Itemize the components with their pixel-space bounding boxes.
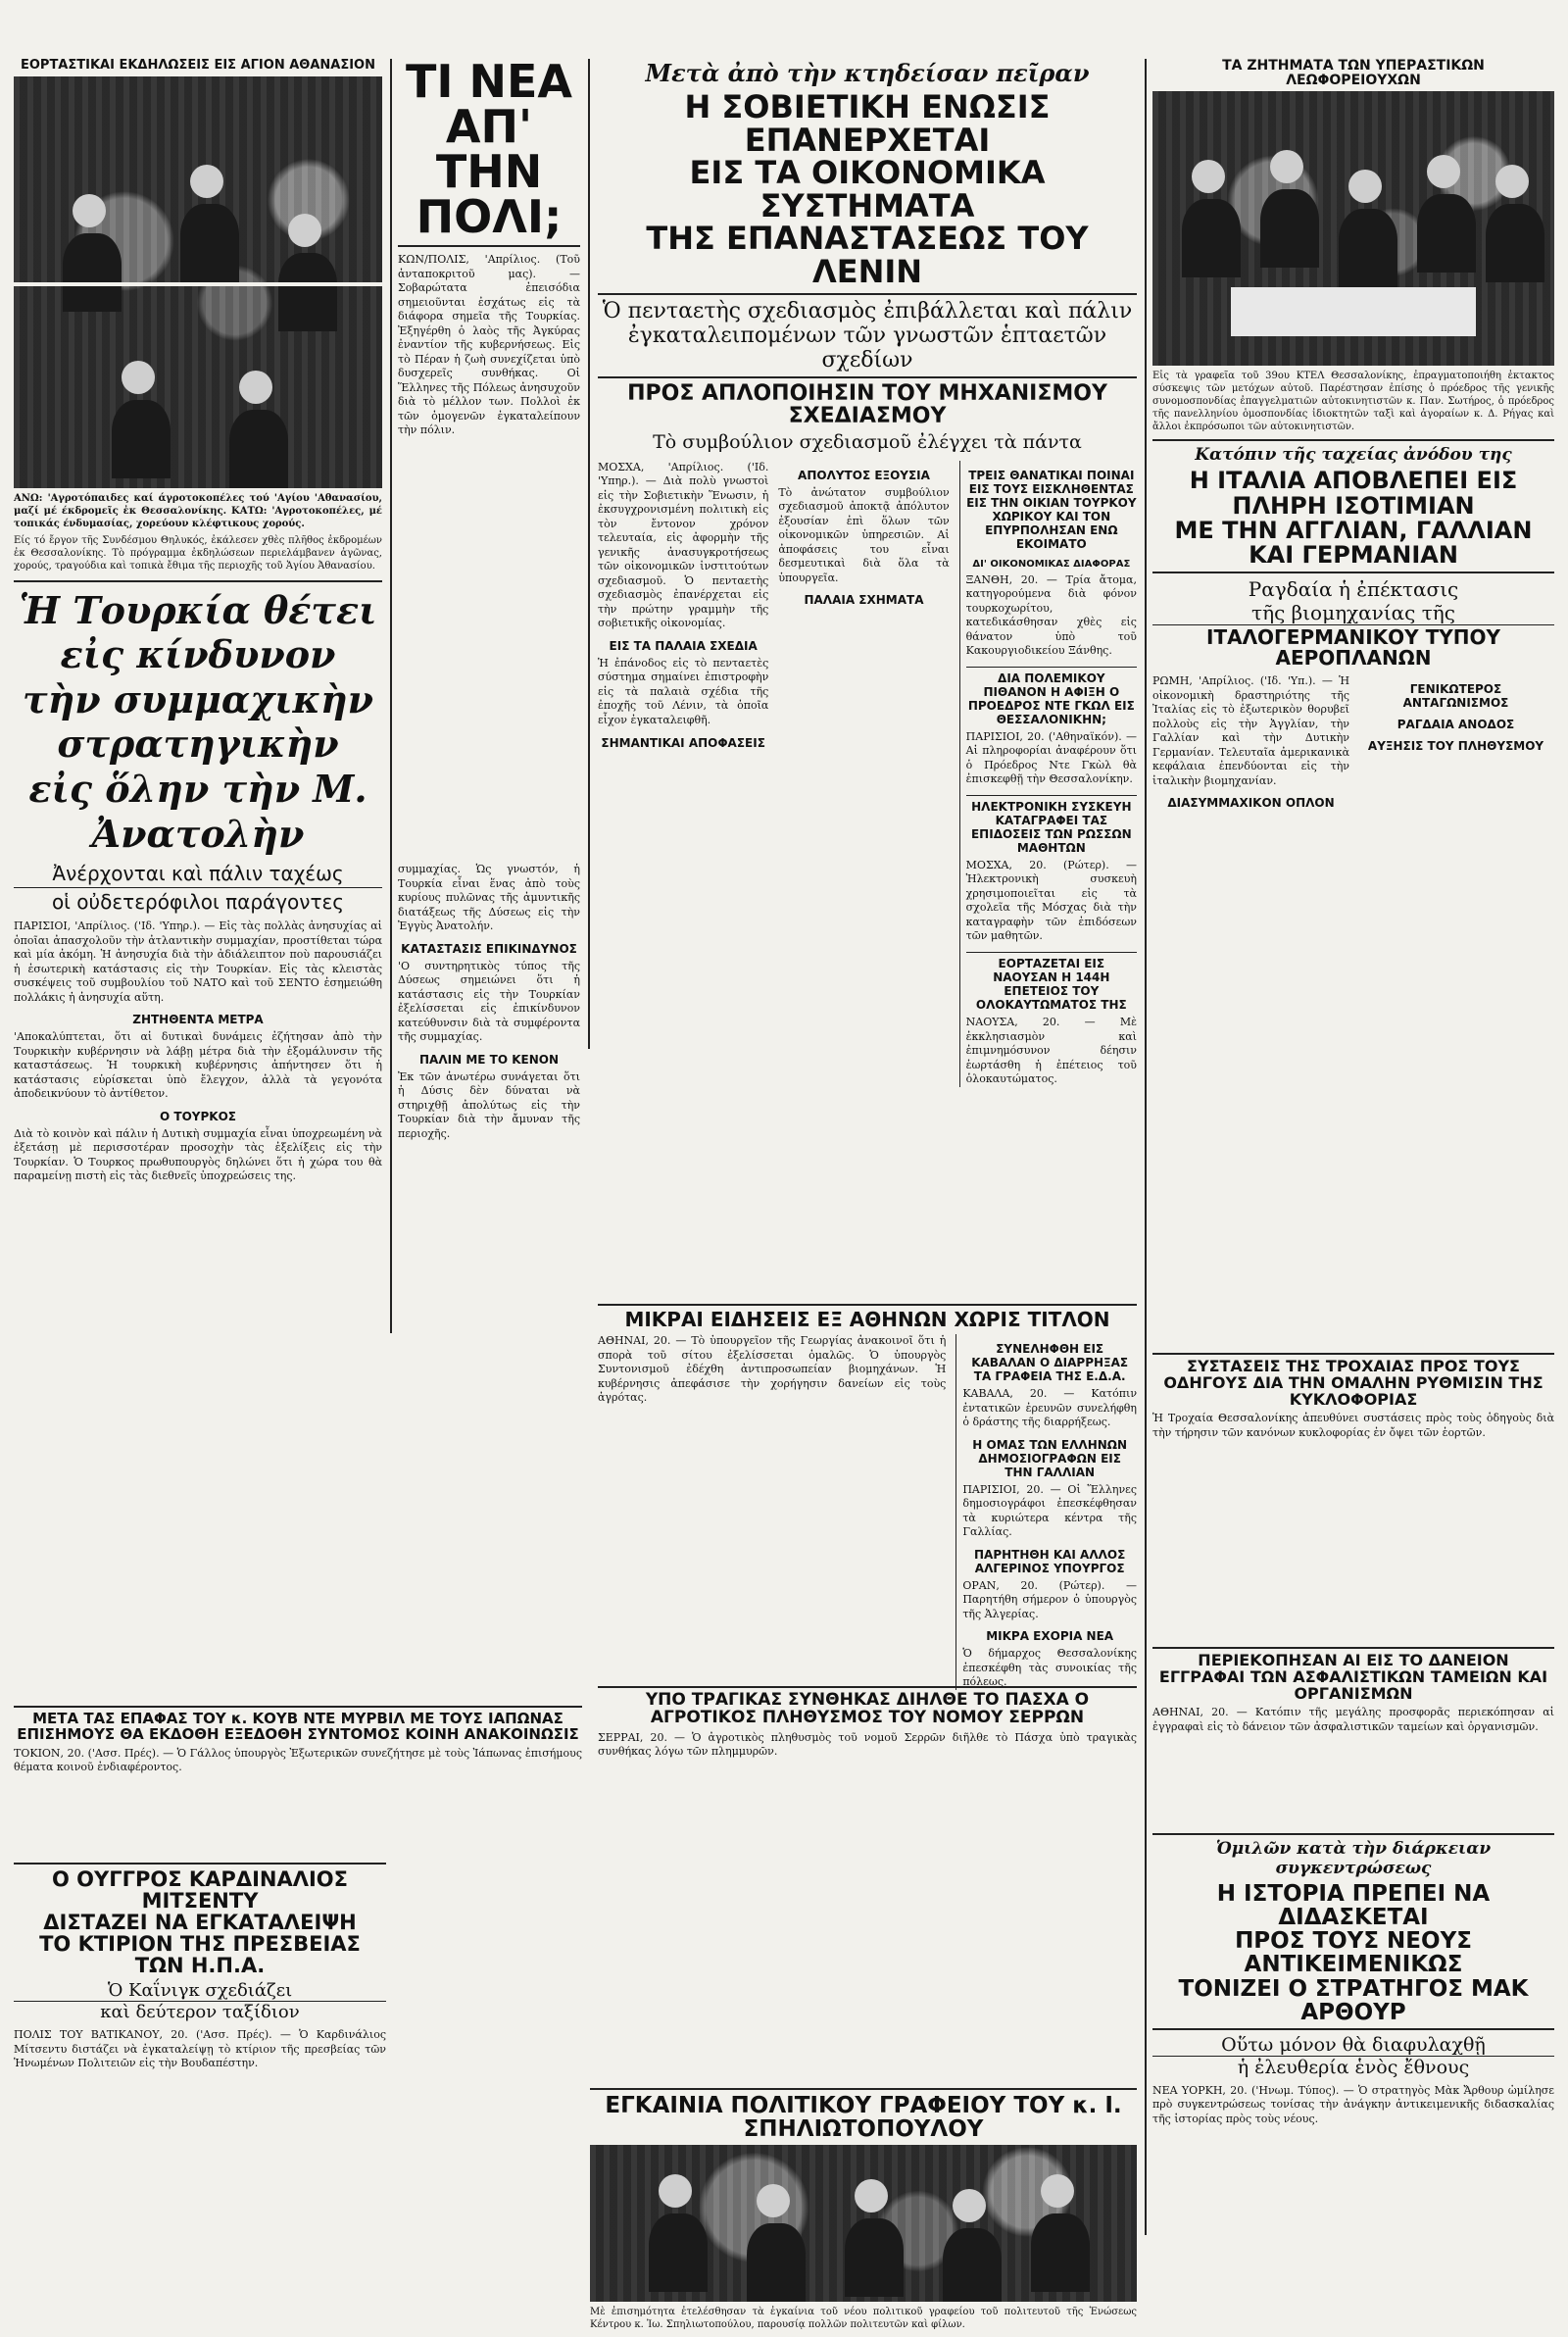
soviet-headline-3: ΤΗΣ ΕΠΑΝΑΣΤΑΣΕΩΣ ΤΟΥ ΛΕΝΙΝ <box>598 223 1137 294</box>
macarthur-section <box>1152 1833 1554 2126</box>
italy-deck-2: τῆς βιομηχανίας τῆς <box>1251 601 1455 625</box>
soviet-headline-2: ΕΙΣ ΤΑ ΟΙΚΟΝΟΜΙΚΑ ΣΥΣΤΗΜΑΤΑ <box>689 154 1046 224</box>
column-rule <box>588 59 590 1049</box>
turkish-box-sub: ΔΙ' ΟΙΚΟΝΟΜΙΚΑΣ ΔΙΑΦΟΡΑΣ <box>972 558 1131 570</box>
small-news-section <box>598 1304 1137 1690</box>
mac-headline-2: ΠΡΟΣ ΤΟΥΣ ΝΕΟΥΣ ΑΝΤΙΚΕΙΜΕΝΙΚΩΣ <box>1235 1928 1472 1978</box>
turkey-sub-1: ΖΗΤΗΘΕΝΤΑ ΜΕΤΡΑ <box>132 1013 264 1027</box>
traffic-title: ΣΥΣΤΑΣΕΙΣ ΤΗΣ ΤΡΟΧΑΙΑΣ ΠΡΟΣ ΤΟΥΣ ΟΔΗΓΟΥΣ ΔΙΑ ΤΗΝ ΟΜΑΛΗΝ ΡΥΘΜΙΣΙΝ ΤΗΣ ΚΥΚΛΟΦΟΡΙΑΣ <box>1163 1357 1544 1409</box>
mac-story: ΝΕΑ ΥΟΡΚΗ, 20. ('Ηνωμ. Τύπος). — Ὁ στρατηγὸς Μὰκ Ἄρθουρ ὡμίλησε πρὸ συγκεντρώσεως τονίσας τὴν ἀνάγκην ἀντικειμενικῆς διδασκαλίας τῆς ἱστορίας πρὸς τοὺς νέους. <box>1152 2083 1554 2125</box>
soviet-kicker: Μετὰ ἀπὸ τὴν κτηδείσαν πεῖραν <box>645 59 1090 87</box>
pasha-story: ΣΕΡΡΑΙ, 20. — Ὁ ἀγροτικὸς πληθυσμὸς τοῦ νομοῦ Σερρῶν διῆλθε τὸ Πάσχα ὑπὸ τραγικὰς συνθήκας λόγω τῶν πλημμυρῶν. <box>598 1730 1137 1759</box>
polemic-title: ΔΙΑ ΠΟΛΕΜΙΚΟΥ ΠΙΘΑΝΟΝ Η ΑΦΙΞΗ Ο ΠΡΟΕΔΡΟΣ ΝΤΕ ΓΚΩΛ ΕΙΣ ΘΕΣΣΑΛΟΝΙΚΗΝ; <box>966 667 1137 726</box>
pasha-title: ΥΠΟ ΤΡΑΓΙΚΑΣ ΣΥΝΘΗΚΑΣ ΔΙΗΛΘΕ ΤΟ ΠΑΣΧΑ Ο ΑΓΡΟΤΙΚΟΣ ΠΛΗΘΥΣΜΟΣ ΤΟΥ ΝΟΜΟΥ ΣΕΡΡΩΝ <box>645 1690 1090 1727</box>
vatican-deck-1: Ὁ Καΐνιγκ σχεδιάζει <box>107 1980 293 2002</box>
festival-photo <box>14 76 382 488</box>
italy-deck-1: Ραγδαία ἡ ἐπέκτασις <box>1248 577 1459 602</box>
soviet-sub-3: ΣΗΜΑΝΤΙΚΑΙ ΑΠΟΦΑΣΕΙΣ <box>601 735 765 750</box>
turkish-box-story: ΞΑΝΘΗ, 20. — Τρία ἄτομα, κατηγορούμενα διὰ φόνον τουρκοχωρίτου, κατεδικάσθησαν χθὲς εἰς θάνατον ὑπὸ τοῦ Κακουργιοδικείου Ξάνθης. <box>965 572 1137 658</box>
algeria-title: ΠΑΡΗΤΗΘΗ ΚΑΙ ΑΛΛΟΣ ΑΛΓΕΡΙΝΟΣ ΥΠΟΥΡΓΟΣ <box>974 1547 1126 1575</box>
turkish-box-title: ΤΡΕΙΣ ΘΑΝΑΤΙΚΑΙ ΠΟΙΝΑΙ ΕΙΣ ΤΟΥΣ ΕΙΣΚΛΗΘΕΝΤΑΣ ΕΙΣ ΤΗΝ ΟΙΚΙΑΝ ΤΟΥΡΚΟΥ ΧΩΡΙΚΟΥ ΚΑΙ ΤΟΝ ΕΠΥΡΠΟΛΗΣΑΝ ΕΝΩ ΕΚΟΙΜΑΤΟ <box>966 468 1137 551</box>
italy-sub-2: ΡΑΓΔΑΙΑ ΑΝΟΔΟΣ <box>1396 718 1515 732</box>
right-photo-caption: Εἰς τὰ γραφεῖα τοῦ 39ου ΚΤΕΛ Θεσσαλονίκης, ἐπραγματοποιήθη ἐκτακτος σύσκεψις τῶν μετόχων αὐτοῦ. Παρέστησαν ἐπίσης ὁ πρόεδρος τῆς γενικῆς συνομοσπονδίας ἐπαγγελματιῶν αὐτοκινητιστῶν κ. Παν. Σωτήρος, ὁ πρόεδρος τῆς πανελληνίου ὁμοσπονδίας ἰδιοκτητῶν ταξὶ καὶ ἀγοραίων κ. Δ. Ρήγας καὶ ἄλλοι ἐκπρόσωποι τῶν αὐτοκινητιστῶν. <box>1152 371 1554 433</box>
loan-story: ΑΘΗΝΑΙ, 20. — Κατόπιν τῆς μεγάλης προσφορᾶς περιεκόπησαν αἱ ἐγγραφαὶ εἰς τὸ δάνειον τῶν ἀσφαλιστικῶν ταμείων καὶ ὀργανισμῶν. <box>1152 1706 1554 1733</box>
cuba-section <box>14 1706 582 1775</box>
pasha-section <box>598 1686 1137 1760</box>
column-rule <box>390 59 392 1333</box>
turkey-headline-line-1: Ἡ Τουρκία θέτει εἰς κίνδυνον <box>19 587 377 677</box>
turkey-story-3b: Ἐκ τῶν ἀνωτέρω συνάγεται ὅτι ἡ Δύσις δὲν δύναται νὰ στηριχθῇ ἀπολύτως εἰς τὴν Τουρκίαν διὰ τὴν ἄμυναν τῆς περιοχῆς. <box>398 1069 580 1140</box>
mac-headline-1: Η ΙΣΤΟΡΙΑ ΠΡΕΠΕΙ ΝΑ ΔΙΔΑΣΚΕΤΑΙ <box>1216 1881 1491 1931</box>
soviet-article <box>598 59 1137 1087</box>
soviet-headline-4: ΠΡΟΣ ΑΠΛΟΠΟΙΗΣΙΝ ΤΟΥ ΜΗΧΑΝΙΣΜΟΥ ΣΧΕΔΙΑΣΜΟΥ <box>627 380 1107 428</box>
vatican-story: ΠΟΛΙΣ ΤΟΥ ΒΑΤΙΚΑΝΟΥ, 20. ('Ασσ. Πρές). — Ὁ Καρδινάλιος Μίτσεντυ διστάζει νὰ ἐγκαταλείψῃ τὸ κτίριον τῆς πρεσβείας τῶν Ἡνωμένων Πολιτειῶν εἰς τὴν Βουδαπέστην. <box>14 2028 386 2070</box>
turkey-headline-line-3: εἰς ὅλην τὴν Μ. Ἀνατολὴν <box>28 767 368 856</box>
italy-sub-4: ΑΥΞΗΣΙΣ ΤΟΥ ΠΛΗΘΥΣΜΟΥ <box>1367 739 1544 754</box>
office-opening-photo <box>590 2145 1137 2302</box>
electro-title: ΗΛΕΚΤΡΟΝΙΚΗ ΣΥΣΚΕΥΗ ΚΑΤΑΓΡΑΦΕΙ ΤΑΣ ΕΠΙΔΟΣΕΙΣ ΤΩΝ ΡΩΣΣΩΝ ΜΑΘΗΤΩΝ <box>966 795 1137 855</box>
left-column <box>14 59 382 1184</box>
soviet-headline-1: Η ΣΟΒΙΕΤΙΚΗ ΕΝΩΣΙΣ ΕΠΑΝΕΡΧΕΤΑΙ <box>684 88 1051 159</box>
turkey-deck-1: Ἀνέρχονται καὶ πάλιν ταχέως <box>52 862 344 886</box>
electro-story: ΜΟΣΧΑ, 20. (Ρώτερ). — Ἡλεκτρονικὴ συσκευὴ χρησιμοποιεῖται εἰς τὰ σχολεῖα τῆς Μόσχας διὰ τὴν καταγραφὴν τῶν ἐπιδόσεων τῶν μαθητῶν. <box>965 858 1137 943</box>
italy-sub-3: ΔΙΑΣΥΜΜΑΧΙΚΟΝ ΟΠΛΟΝ <box>1167 796 1335 811</box>
vatican-title-3: ΤΟ ΚΤΙΡΙΟΝ ΤΗΣ ΠΡΕΣΒΕΙΑΣ ΤΩΝ Η.Π.Α. <box>39 1932 361 1978</box>
whats-new-story: ΚΩΝ/ΠΟΛΙΣ, 'Απρίλιος. (Τοῦ ἀνταποκριτοῦ μας). — Σοβαρώτατα ἐπεισόδια σημειοῦνται ἐσχάτως εἰς τὰ διάφορα σημεῖα τῆς Τουρκίας. Ἐξηγέρθη ὁ λαὸς τῆς Ἀγκύρας ἐναντίον τῆς κυβερνήσεως. Εἰς τὸ Πέραν ἡ ζωὴ συνεχίζεται ὑπὸ δυσχερεῖς συνθήκας. Οἱ Ἕλληνες τῆς Πόλεως ἀνησυχοῦν διὰ τὸ μέλλον των. Πολλοὶ ἐκ τῶν ὁμογενῶν ἐγκαταλείπουν τὴν πόλιν. <box>398 253 580 437</box>
left-photo-caption: ΑΝΩ: 'Αγροτόπαιδες καί άγροτοκοπέλες τού 'Αγίου 'Αθανασίου, μαζί μέ έκδρομεῖς ἐκ Θεσσαλονίκης. ΚΑΤΩ: 'Αγροτοκοπέλες, μέ τοπικάς ένδυμασίας, χορεύουν κλέφτικους χορούς. <box>14 492 382 529</box>
soviet-deck-3: Τὸ συμβούλιον σχεδιασμοῦ ἐλέγχει τὰ πάντα <box>653 430 1082 453</box>
soviet-story: ΜΟΣΧΑ, 'Απρίλιος. ('Ιδ. 'Υπηρ.). — Διὰ πολὺ γνωστοὶ εἰς τὴν Σοβιετικὴν Ἕνωσιν, ἡ ἐκσυγχρονισμένη πολιτικὴ εἰς τὸν ἔντονον χρόνον τελευταία, εἰς ἀφορμὴν τῆς γενικῆς ἀνασυγκροτήσεως τῶν οἰκονομικῶν ἰνστιτούτων σχεδιασμοῦ. Ὁ πενταετὴς σχεδιασμὸς ἐπανέρχεται εἰς τὴν πρώτην γραμμὴν τῆς σοβιετικῆς οἰκονομίας. <box>598 460 769 630</box>
bottom-photo-title: ΕΓΚΑΙΝΙΑ ΠΟΛΙΤΙΚΟΥ ΓΡΑΦΕΙΟΥ ΤΟΥ κ. Ι. ΣΠΗΛΙΩΤΟΠΟΥΛΟΥ <box>605 2093 1122 2143</box>
small-news-story: ΑΘΗΝΑΙ, 20. — Τὸ ὑπουργεῖον τῆς Γεωργίας ἀνακοινοῖ ὅτι ἡ σπορὰ τοῦ σίτου ἐξελίσσεται ὁμαλῶς. Ὁ ὑπουργὸς Συντονισμοῦ ἐδέχθη ἀντιπροσωπείαν βιομηχάνων. Ἡ κυβέρνησις ἀπεφάσισε τὴν χορήγησιν δανείων εἰς τοὺς ἀγρότας. <box>598 1334 947 1405</box>
italy-story: ΡΩΜΗ, 'Απρίλιος. ('Ιδ. 'Υπ.). — Ἡ οἰκονομικὴ δραστηριότης τῆς Ἰταλίας εἰς τὸ ἐξωτερικὸν θορυβεῖ πολλοὺς εἰς τὴν Ἀγγλίαν, τὴν Γαλλίαν καὶ τὴν Δυτικὴν Γερμανίαν. Τελευταῖα ἀμερικανικὰ κεφάλαια ἐπενδύονται εἰς τὴν ἰταλικὴν βιομηχανίαν. <box>1152 674 1349 787</box>
kavala-title: ΣΥΝΕΛΗΦΘΗ ΕΙΣ ΚΑΒΑΛΑΝ Ο ΔΙΑΡΡΗΞΑΣ ΤΑ ΓΡΑΦΕΙΑ ΤΗΣ Ε.Δ.Α. <box>971 1342 1129 1383</box>
italy-kicker: Κατόπιν τῆς ταχείας ἀνόδου της <box>1195 445 1512 466</box>
cuba-title: ΜΕΤΑ ΤΑΣ ΕΠΑΦΑΣ ΤΟΥ κ. ΚΟΥΒ ΝΤΕ ΜΥΡΒΙΛ ΜΕ ΤΟΥΣ ΙΑΠΩΝΑΣ ΕΠΙΣΗΜΟΥΣ ΘΑ ΕΚΔΟΘΗ ΕΞΕΔΟΘΗ ΣΥΝΤΟΜΟΣ ΚΟΙΝΗ ΑΝΑΚΟΙΝΩΣΙΣ <box>17 1710 579 1743</box>
italy-sub-1: ΓΕΝΙΚΩΤΕΡΟΣ ΑΝΤΑΓΩΝΙΣΜΟΣ <box>1402 682 1509 711</box>
journalists-story: ΠΑΡΙΣΙΟΙ, 20. — Οἱ Ἕλληνες δημοσιογράφοι ἐπεσκέφθησαν τὰ κυριώτερα κέντρα τῆς Γαλλίας. <box>962 1482 1137 1539</box>
left-photo-story: Είς τό ἔργον τῆς Συνδέσμου Θηλυκός, ἐκάλεσεν χθὲς πλῆθος ἐκδρομέων ἐκ Θεσσαλονίκης. Τὸ πρόγραμμα ἐκδηλώσεων περιελάμβανεν ἀγῶνας, χορούς, τραγούδια καὶ τοπικὰ ἔθιμα τῆς περιοχῆς τοῦ Ἁγίου Ἀθανασίου. <box>14 534 382 572</box>
vatican-title-2: ΔΙΣΤΑΖΕΙ ΝΑ ΕΓΚΑΤΑΛΕΙΨΗ <box>43 1911 357 1935</box>
right-photo-title: ΤΑ ΖΗΤΗΜΑΤΑ ΤΩΝ ΥΠΕΡΑΣΤΙΚΩΝ ΛΕΩΦΟΡΕΙΟΥΧΩΝ <box>1222 58 1485 88</box>
naousa-story: ΝΑΟΥΣΑ, 20. — Μὲ ἐκκλησιασμὸν καὶ ἐπιμνημόσυνον δέησιν ἑωρτάσθη ἡ ἐπέτειος τοῦ ὁλοκαυτώματος. <box>965 1016 1137 1086</box>
polemic-story: ΠΑΡΙΣΙΟΙ, 20. ('Αθηναϊκόν). — Αἱ πληροφορίαι ἀναφέρουν ὅτι ὁ Πρόεδρος Ντε Γκὼλ θὰ ἐπισκεφθῇ τὴν Θεσσαλονίκην. <box>965 729 1137 786</box>
soviet-story-3: Ἡ ἐπάνοδος εἰς τὸ πενταετὲς σύστημα σημαίνει ἐπιστροφὴν εἰς τὰ παλαιὰ σχέδια τῆς ἐποχῆς τοῦ Λένιν, τὰ ὁποῖα εἶχον ἐγκαταλειφθῆ. <box>598 656 769 726</box>
bottom-photo-caption: Μὲ ἐπισημότητα ἐτελέσθησαν τὰ ἐγκαίνια τοῦ νέου πολιτικοῦ γραφείου τοῦ πολιτευτοῦ τῆς Ἑνώσεως Κέντρου κ. Ἰω. Σπηλιωτοπούλου, παρουσίᾳ πολλῶν πολιτευτῶν καὶ φίλων. <box>590 2307 1137 2331</box>
bottom-photo-section <box>590 2088 1137 2331</box>
mac-deck-1: Οὕτω μόνον θὰ διαφυλαχθῇ <box>1221 2033 1486 2056</box>
right-column <box>1152 59 1554 814</box>
cuba-story: ΤΟΚΙΟΝ, 20. ('Ασσ. Πρές). — Ὁ Γάλλος ὑπουργὸς Ἐξωτερικῶν συνεζήτησε μὲ τοὺς Ἰάπωνας ἐπισήμους θέματα κοινοῦ ἐνδιαφέροντος. <box>14 1746 582 1774</box>
traffic-section <box>1152 1353 1554 1440</box>
turkey-deck-2: οἱ οὐδετερόφιλοι παράγοντες <box>14 887 382 914</box>
turkey-story-1: ΠΑΡΙΣΙΟΙ, 'Απρίλιος. ('Ιδ. 'Υπηρ.). — Εἰς τὰς πολλὰς ἀνησυχίας αἱ ὁποῖαι ἀπασχολοῦν τὴν ἀτλαντικὴν συμμαχίαν, προστίθεται τώρα καὶ μία ἀκόμη. Ἡ ἀνησυχία διὰ τὴν ἀδιάλειπτον ποὺ παρουσιάζει ἡ ἐσωτερικὴ κατάστασις εἰς τὴν Τουρκίαν. Εἰς τὰς κλειστὰς συσκέψεις τοῦ συμβουλίου τοῦ ΝΑΤΟ καὶ τοῦ ΣΕΝΤΟ ἐσημειώθη πολλάκις ἡ ἀνησυχία αὕτη. <box>14 920 382 1004</box>
turkey-continuation <box>398 863 580 1141</box>
italy-headline-1: Η ΙΤΑΛΙΑ ΑΠΟΒΛΕΠΕΙ ΕΙΣ ΠΛΗΡΗ ΙΣΟΤΙΜΙΑΝ <box>1189 467 1518 520</box>
towns-title: ΜΙΚΡΑ ΕΧΟΡΙΑ ΝΕΑ <box>986 1629 1114 1644</box>
traffic-story: Ἡ Τροχαία Θεσσαλονίκης ἀπευθύνει συστάσεις πρὸς τοὺς ὁδηγοὺς διὰ τὴν τήρησιν τῶν κανόνων κυκλοφορίας ἐν ὄψει τῶν ἑορτῶν. <box>1152 1412 1554 1439</box>
soviet-story-2: Τὸ ἀνώτατον συμβούλιον σχεδιασμοῦ ἀποκτᾷ ἀπόλυτον ἐξουσίαν ἐπὶ ὅλων τῶν οἰκονομικῶν ὑπηρεσιῶν. Αἱ ἀποφάσεις του εἶναι δεσμευτικαὶ διὰ ὅλα τὰ ὑπουργεῖα. <box>778 485 950 584</box>
soviet-sub-4: ΠΑΛΑΙΑ ΣΧΗΜΑΤΑ <box>804 593 924 608</box>
small-news-title: ΜΙΚΡΑΙ ΕΙΔΗΣΕΙΣ ΕΞ ΑΘΗΝΩΝ ΧΩΡΙΣ ΤΙΤΛΟΝ <box>624 1308 1110 1331</box>
whats-new-title: ΤΙ ΝΕΑ ΑΠ' ΤΗΝ ΠΟΛΙ; <box>398 59 580 247</box>
algeria-story: ΟΡΑΝ, 20. (Ρώτερ). — Παρητήθη σήμερον ὁ ὑπουργὸς τῆς Ἀλγερίας. <box>962 1578 1137 1620</box>
turkey-sub-1b: ΚΑΤΑΣΤΑΣΙΣ ΕΠΙΚΙΝΔΥΝΟΣ <box>401 941 577 956</box>
bus-owners-photo <box>1152 91 1554 366</box>
loan-title: ΠΕΡΙΕΚΟΠΗΣΑΝ ΑΙ ΕΙΣ ΤΟ ΔΑΝΕΙΟΝ ΕΓΓΡΑΦΑΙ ΤΩΝ ΑΣΦΑΛΙΣΤΙΚΩΝ ΤΑΜΕΙΩΝ ΚΑΙ ΟΡΓΑΝΙΣΜΩΝ <box>1158 1651 1548 1703</box>
mac-deck-2: ἡ ἐλευθερία ἑνὸς ἔθνους <box>1152 2056 1554 2078</box>
vatican-deck-2: καὶ δεύτερον ταξίδιον <box>14 2001 386 2022</box>
loan-section <box>1152 1647 1554 1734</box>
soviet-deck-1: Ὁ πενταετὴς σχεδιασμὸς ἐπιβάλλεται καὶ πάλιν <box>602 298 1133 323</box>
soviet-sub-2: ΕΙΣ ΤΑ ΠΑΛΑΙΑ ΣΧΕΔΙΑ <box>609 638 758 653</box>
turkey-sub-2: Ο ΤΟΥΡΚΟΣ <box>160 1109 236 1123</box>
vatican-section <box>14 1863 386 2071</box>
italy-headline-2: ΜΕ ΤΗΝ ΑΓΓΛΙΑΝ, ΓΑΛΛΙΑΝ ΚΑΙ ΓΕΡΜΑΝΙΑΝ <box>1152 519 1554 573</box>
turkey-sub-2b: ΠΑΛΙΝ ΜΕ ΤΟ ΚΕΝΟΝ <box>419 1052 559 1067</box>
towns-story: Ὁ δήμαρχος Θεσσαλονίκης ἐπεσκέφθη τὰς συνοικίας τῆς πόλεως. <box>962 1647 1137 1689</box>
column-rule <box>1145 59 1147 2235</box>
soviet-deck-2: ἐγκαταλειπομένων τῶν γνωστῶν ἑπταετῶν σχεδίων <box>598 323 1137 378</box>
turkey-story-2: 'Αποκαλύπτεται, ὅτι αἱ δυτικαὶ δυνάμεις ἐζήτησαν ἀπὸ τὴν Τουρκικὴν κυβέρνησιν νὰ λάβῃ μέτρα διὰ τὴν ἐξομάλυνσιν τῆς καταστάσεως. Ἡ τουρκικὴ κυβέρνησις ἀπήντησεν ὅτι ἡ κατάστασις εὑρίσκεται ὑπὸ ἔλεγχον, ἀλλὰ τὰ γεγονότα ἀποδεικνύουν τὸ ἀντίθετον. <box>14 1030 382 1101</box>
mac-headline-3: ΤΟΝΙΖΕΙ Ο ΣΤΡΑΤΗΓΟΣ ΜΑΚ ΑΡΘΟΥΡ <box>1152 1977 1554 2030</box>
naousa-title: ΕΟΡΤΑΖΕΤΑΙ ΕΙΣ ΝΑΟΥΣΑΝ Η 144Η ΕΠΕΤΕΙΟΣ ΤΟΥ ΟΛΟΚΑΥΤΩΜΑΤΟΣ ΤΗΣ <box>966 952 1137 1012</box>
whats-new-column <box>398 55 580 438</box>
kavala-story: ΚΑΒΑΛΑ, 20. — Κατόπιν ἐντατικῶν ἐρευνῶν συνελήφθη ὁ δράστης τῆς διαρρήξεως. <box>962 1387 1137 1429</box>
soviet-sub-1: ΑΠΟΛΥΤΟΣ ΕΞΟΥΣΙΑ <box>798 468 930 482</box>
left-photo-title: ΕΟΡΤΑΣΤΙΚΑΙ ΕΚΔΗΛΩΣΕΙΣ ΕΙΣ ΑΓΙΟΝ ΑΘΑΝΑΣΙΟΝ <box>20 58 375 73</box>
mac-kicker: Ὁμιλῶν κατὰ τὴν διάρκειαν συγκεντρώσεως <box>1215 1839 1492 1878</box>
turkey-story-3: Διὰ τὸ κοινὸν καὶ πάλιν ἡ Δυτικὴ συμμαχία εἶναι ὑποχρεωμένη νὰ ἐξετάσῃ μὲ περισσοτέραν προσοχὴν τὰς ἐξελίξεις εἰς τὴν Τουρκίαν. Ὁ Τουρκος πρωθυπουργὸς δηλώνει ὅτι ἡ χώρα του θὰ παραμείνῃ πιστὴ εἰς τὰς διεθνεῖς ὑποχρεώσεις της. <box>14 1126 382 1183</box>
italy-headline-3: ΙΤΑΛΟΓΕΡΜΑΝΙΚΟΥ ΤΥΠΟΥ ΑΕΡΟΠΛΑΝΩΝ <box>1152 624 1554 669</box>
turkey-story-2b: 'Ο συντηρητικὸς τύπος τῆς Δύσεως σημειώνει ὅτι ἡ κατάστασις εἰς τὴν Τουρκίαν ἐξελίσσεται εἰς ἐπικίνδυνον κατεύθυνσιν διὰ τὰ συμφέροντα τῆς συμμαχίας. <box>398 959 580 1044</box>
vatican-title-1: Ο ΟΥΓΓΡΟΣ ΚΑΡΔΙΝΑΛΙΟΣ ΜΙΤΣΕΝΤΥ <box>52 1867 348 1914</box>
turkey-headline-line-2: τὴν συμμαχικὴν στρατηγικὴν <box>23 676 373 767</box>
turkey-story-1b: συμμαχίας. Ὡς γνωστόν, ἡ Τουρκία εἶναι ἕνας ἀπὸ τοὺς κυρίους πυλῶνας τῆς ἀμυντικῆς διατάξεως τῆς Δύσεως εἰς τὴν Ἐγγὺς Ἀνατολήν. <box>398 863 580 933</box>
journalists-title: Η ΟΜΑΣ ΤΩΝ ΕΛΛΗΝΩΝ ΔΗΜΟΣΙΟΓΡΑΦΩΝ ΕΙΣ ΤΗΝ ΓΑΛΛΙΑΝ <box>972 1437 1128 1479</box>
